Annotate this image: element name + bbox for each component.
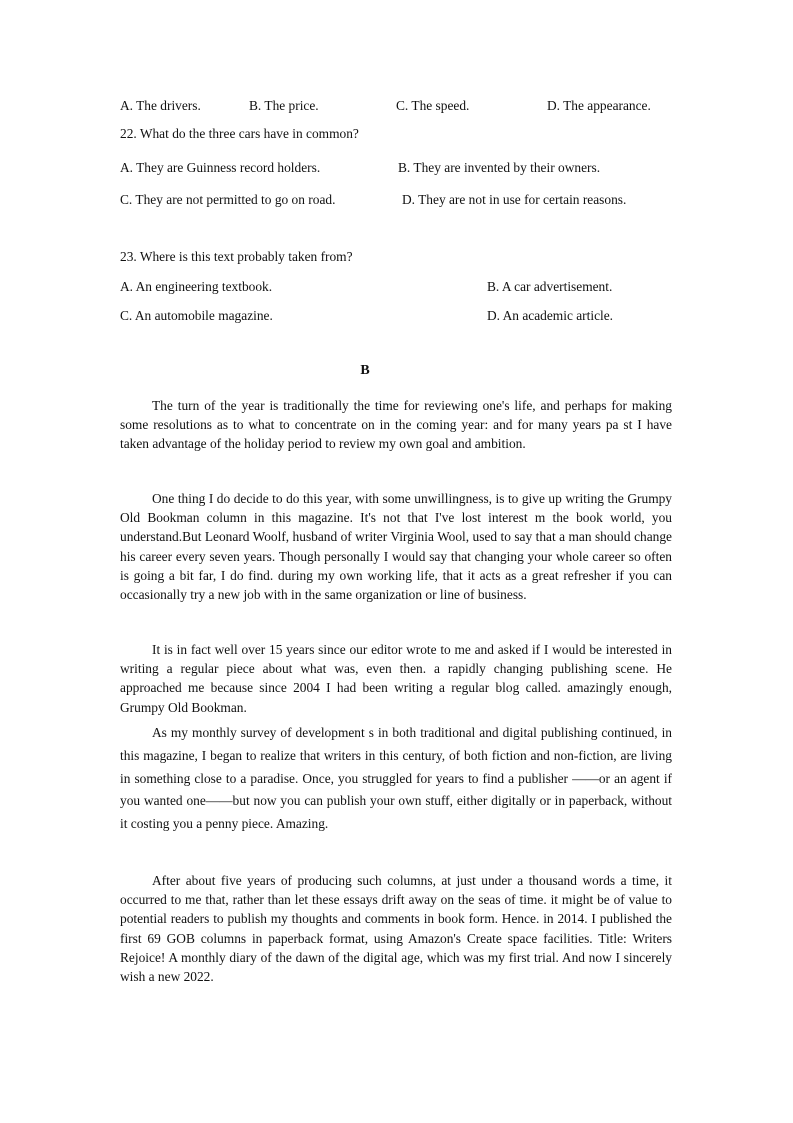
q23-option-b: B. A car advertisement. <box>487 279 613 294</box>
paragraph-5 <box>120 871 672 986</box>
paragraph-4-text: As my monthly survey of development s in both traditional and digital publishing continued, in this magazine, I began to realize that writers in this century, of both fiction and non-fiction, are living in something close to a paradise. Once, you struggled for years to find a publisher ——or an agent if you wanted one——but now you can publish your own stuff, either digitally or in paperback, without it costing you a penny piece. Amazing. <box>120 725 672 832</box>
paragraph-2 <box>120 489 672 604</box>
q21-option-d: D. The appearance. <box>547 98 651 113</box>
q23-option-d: D. An academic article. <box>487 308 614 323</box>
q22-option-c: C. They are not permitted to go on road. <box>120 192 336 207</box>
q22-option-d: D. They are not in use for certain reasons. <box>402 192 627 207</box>
q23-question: 23. Where is this text probably taken from? <box>120 249 353 264</box>
paragraph-3 <box>120 640 672 717</box>
section-title: B <box>360 363 370 378</box>
paragraph-5-text: After about five years of producing such columns, at just under a thousand words a time, it occurred to me that, rather than let these essays drift away on the seas of time. it might be of value to potential readers to publish my thoughts and comments in book form. Hence. in 2014. I published the first 69 GOB columns in paperback format, using Amazon's Create space facilities. Title: Writers Rejoice! A monthly diary of the dawn of the digital age, which was my first trial. And now I sincerely wish a new 2022. <box>120 873 672 985</box>
q21-option-b: B. The price. <box>249 98 319 113</box>
q22-question: 22. What do the three cars have in common? <box>120 126 359 141</box>
q23-option-a: A. An engineering textbook. <box>120 279 273 294</box>
paragraph-4 <box>120 722 672 836</box>
q22-option-b: B. They are invented by their owners. <box>398 160 601 175</box>
paragraph-2-text: One thing I do decide to do this year, with some unwillingness, is to give up writing the Grumpy Old Bookman column in this magazine. It's not that I've lost interest m the book world, you understand.But Leonard Woolf, husband of writer Virginia Wool, used to say that a man should change his career every seven years. Though personally I would say that changing your whole career so often is going a bit far, I do find. during my own working life, that it acts as a great refresher if you can occasionally try a new job with in the same organization or line of business. <box>120 491 672 603</box>
q21-option-c: C. The speed. <box>396 98 470 113</box>
q21-option-a: A. The drivers. <box>120 98 201 113</box>
paragraph-1-text: The turn of the year is traditionally the time for reviewing one's life, and perhaps for making some resolutions as to what to concentrate on in the coming year: and for many years pa st I have taken advantage of the holiday period to review my own goal and ambition. <box>120 398 672 452</box>
q22-option-a: A. They are Guinness record holders. <box>120 160 321 175</box>
paragraph-1 <box>120 396 672 454</box>
q23-option-c: C. An automobile magazine. <box>120 308 273 323</box>
paragraph-3-text: It is in fact well over 15 years since our editor wrote to me and asked if I would be interested in writing a regular piece about what was, even then. a rapidly changing publishing scene. He approached me because since 2004 I had been writing a regular blog called. amazingly enough, Grumpy Old Bookman. <box>120 642 672 715</box>
